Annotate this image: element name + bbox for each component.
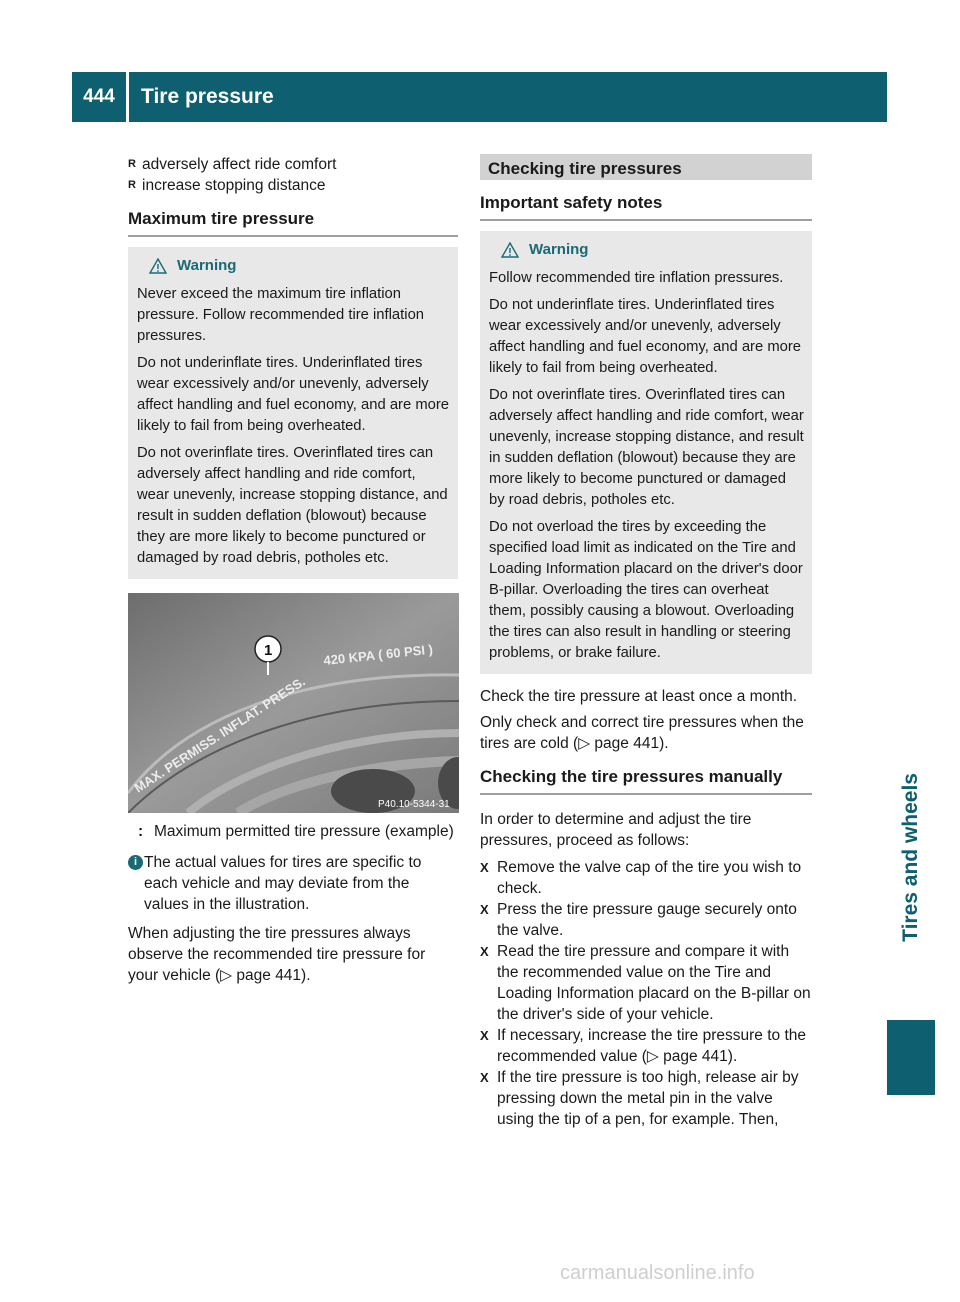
page-title: Tire pressure — [141, 85, 274, 108]
pressure-text: 420 KPA ( 60 PSI ) — [322, 641, 434, 668]
callout-number: 1 — [264, 642, 273, 659]
step-item: X Remove the valve cap of the tire you wish to check. — [480, 857, 812, 899]
warning-paragraph: Do not overinflate tires. Overinflated tires can adversely affect handling and ride comfort, wear unevenly, increase stopping distance, and result in sudden deflation (blowout) because they are more likely to become punctured or damaged by road debris, potholes etc. — [137, 445, 448, 566]
watermark: carmanualsonline.info — [560, 1262, 755, 1284]
side-tab-block — [887, 1020, 935, 1095]
warning-title: Warning — [177, 257, 237, 274]
tire-illustration — [128, 593, 459, 813]
warning-header — [489, 239, 804, 260]
warning-paragraph: Do not overinflate tires. Overinflated tires can adversely affect handling and ride comfort, wear unevenly, increase stopping distance, and result in sudden deflation (blowout) because they are more likely to become punctured or damaged by road debris, potholes etc. — [489, 387, 804, 508]
info-note — [128, 852, 458, 915]
warning-triangle-icon — [501, 242, 519, 258]
left-column — [128, 154, 458, 986]
warning-title: Warning — [529, 241, 589, 258]
bullet-item: R increase stopping distance — [128, 175, 458, 196]
paragraph: Check the tire pressure at least once a month. — [480, 688, 798, 705]
caption-marker: : — [138, 823, 144, 840]
sidewall-text: MAX. PERMISS. INFLAT. PRESS. — [131, 673, 308, 796]
side-tab — [887, 72, 935, 942]
step-item: X If necessary, increase the tire pressure to the recommended value (▷ page 441). — [480, 1025, 812, 1067]
tire-sidewall-image — [128, 593, 459, 813]
warning-paragraph: Never exceed the maximum tire inflation pressure. Follow recommended tire inflation pressures. — [137, 286, 425, 344]
warning-box — [128, 247, 458, 579]
page-number: 444 — [83, 86, 115, 107]
side-tab-label: Tires and wheels — [899, 773, 922, 942]
intro-paragraph: In order to determine and adjust the tire pressures, proceed as follows: — [480, 811, 752, 849]
bullet-item: R adversely affect ride comfort — [128, 154, 458, 175]
max-pressure-heading: Maximum tire pressure — [128, 208, 458, 237]
warning-paragraph: Do not underinflate tires. Underinflated tires wear excessively and/or unevenly, adversely affect handling and fuel economy, and are more likely to fail from being overheated. — [489, 297, 802, 376]
info-text: The actual values for tires are specific to each vehicle and may deviate from the values in the illustration. — [144, 854, 422, 913]
info-icon: i — [128, 855, 143, 870]
header-separator — [126, 72, 129, 122]
warning-triangle-icon — [149, 258, 167, 274]
warning-paragraph: Follow recommended tire inflation pressures. — [489, 270, 784, 286]
right-column — [480, 154, 812, 1130]
paragraph: Only check and correct tire pressures when the tires are cold (▷ page 441). — [480, 714, 804, 752]
image-caption — [128, 821, 458, 842]
warning-paragraph: Do not underinflate tires. Underinflated tires wear excessively and/or unevenly, adversely affect handling and fuel economy, and are more likely to fail from being overheated. — [137, 355, 450, 434]
safety-heading: Important safety notes — [480, 192, 812, 221]
image-code: P40.10-5344-31 — [378, 799, 450, 810]
section-title: Checking tire pressures — [480, 154, 812, 180]
step-item: X Read the tire pressure and compare it with the recommended value on the Tire and Loading Information placard on the B-pillar on the driver's side of your vehicle. — [480, 941, 812, 1025]
warning-paragraph: Do not overload the tires by exceeding the specified load limit as indicated on the Tire and Loading Information placard on the driver's door B-pillar. Overloading the tires can overheat them, possibly causing a blowout. Overloading the tires can also result in handling or steering problems, or brake failure. — [489, 519, 803, 661]
warning-box — [480, 231, 812, 674]
step-item: X Press the tire pressure gauge securely onto the valve. — [480, 899, 812, 941]
warning-header — [137, 255, 450, 276]
manual-heading: Checking the tire pressures manually — [480, 766, 812, 795]
step-item: X If the tire pressure is too high, release air by pressing down the metal pin in the valve using the tip of a pen, for example. Then, — [480, 1067, 812, 1130]
closing-paragraph: When adjusting the tire pressures always observe the recommended tire pressure for your vehicle (▷ page 441). — [128, 925, 426, 984]
caption-text: Maximum permitted tire pressure (example) — [154, 823, 454, 840]
